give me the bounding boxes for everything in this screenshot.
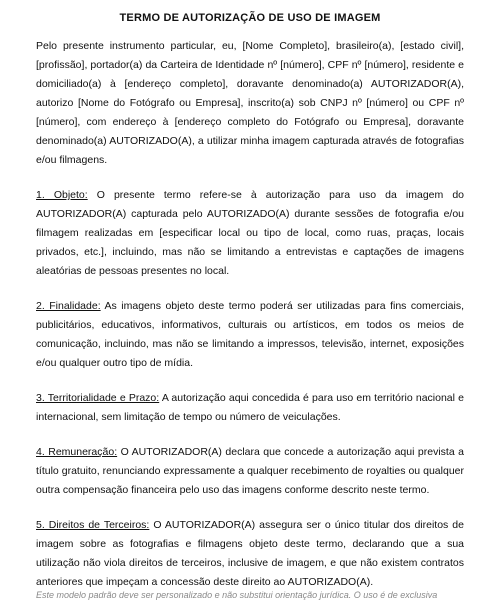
clause-objeto-title: 1. Objeto: bbox=[36, 189, 88, 201]
clause-territorialidade bbox=[36, 389, 464, 427]
clause-finalidade-title: 2. Finalidade: bbox=[36, 300, 101, 312]
clause-finalidade bbox=[36, 297, 464, 373]
clause-direitos-terceiros-text: O AUTORIZADOR(A) assegura ser o único titular dos direitos de imagem sobre as fotografias e filmagens objeto deste termo, declarando que a sua utilização não viola direitos de terceiros, inclusive de imagem, e que não existem contratos anteriores que impeçam a concessão deste direito ao AUTORIZADO(A). bbox=[36, 519, 464, 588]
intro-paragraph: Pelo presente instrumento particular, eu, [Nome Completo], brasileiro(a), [estado civil], [profissão], portador(a) da Carteira de Identidade nº [número], CPF nº [número], residente e domiciliado(a) à [endereço completo], doravante denominado(a) AUTORIZADOR(A), autorizo [Nome do Fotógrafo ou Empresa], inscrito(a) sob CNPJ nº [número] ou CPF nº [número], com endereço à [endereço completo do Fotógrafo ou Empresa], doravante denominado(a) AUTORIZADO(A), a utilizar minha imagem capturada através de fotografias e/ou filmagens. bbox=[36, 40, 464, 166]
clause-finalidade-text: As imagens objeto deste termo poderá ser utilizadas para fins comerciais, publicitários, educativos, informativos, culturais ou artísticos, em todos os meios de comunicação, incluindo, mas não se limitando a impressos, televisão, internet, exposições e/ou qualquer outro tipo de mídia. bbox=[36, 300, 465, 369]
clause-territorialidade-text: A autorização aqui concedida é para uso em território nacional e internacional, sem limitação de tempo ou número de veiculações. bbox=[36, 392, 464, 423]
clause-territorialidade-title: 3. Territorialidade e Prazo: bbox=[36, 392, 160, 404]
clause-objeto bbox=[36, 186, 464, 281]
clause-direitos-terceiros-title: 5. Direitos de Terceiros: bbox=[36, 519, 150, 531]
clause-remuneracao-text: O AUTORIZADOR(A) declara que concede a autorização aqui prevista a título gratuito, renunciando expressamente a qualquer recebimento de royalties ou qualquer outra compensação financeira pelo uso das imagens conforme descrito neste termo. bbox=[36, 446, 464, 496]
clause-remuneracao bbox=[36, 443, 464, 500]
document-title: TERMO DE AUTORIZAÇÃO DE USO DE IMAGEM bbox=[119, 12, 381, 24]
footer-disclaimer: Este modelo padrão deve ser personalizado e não substitui orientação jurídica. O uso é de exclusiva bbox=[36, 590, 438, 600]
clause-objeto-text: O presente termo refere-se à autorização para uso da imagem do AUTORIZADOR(A) capturada pelo AUTORIZADO(A) durante sessões de fotografia e/ou filmagem realizadas em [especificar local ou tipo de local, como ruas, praças, locais privados, etc.], incluindo, mas não se limitando a entrevistas e captações de imagens aleatórias de pessoas presentes no local. bbox=[36, 189, 464, 277]
clause-remuneracao-title: 4. Remuneração: bbox=[36, 446, 118, 458]
clause-direitos-terceiros bbox=[36, 516, 464, 592]
